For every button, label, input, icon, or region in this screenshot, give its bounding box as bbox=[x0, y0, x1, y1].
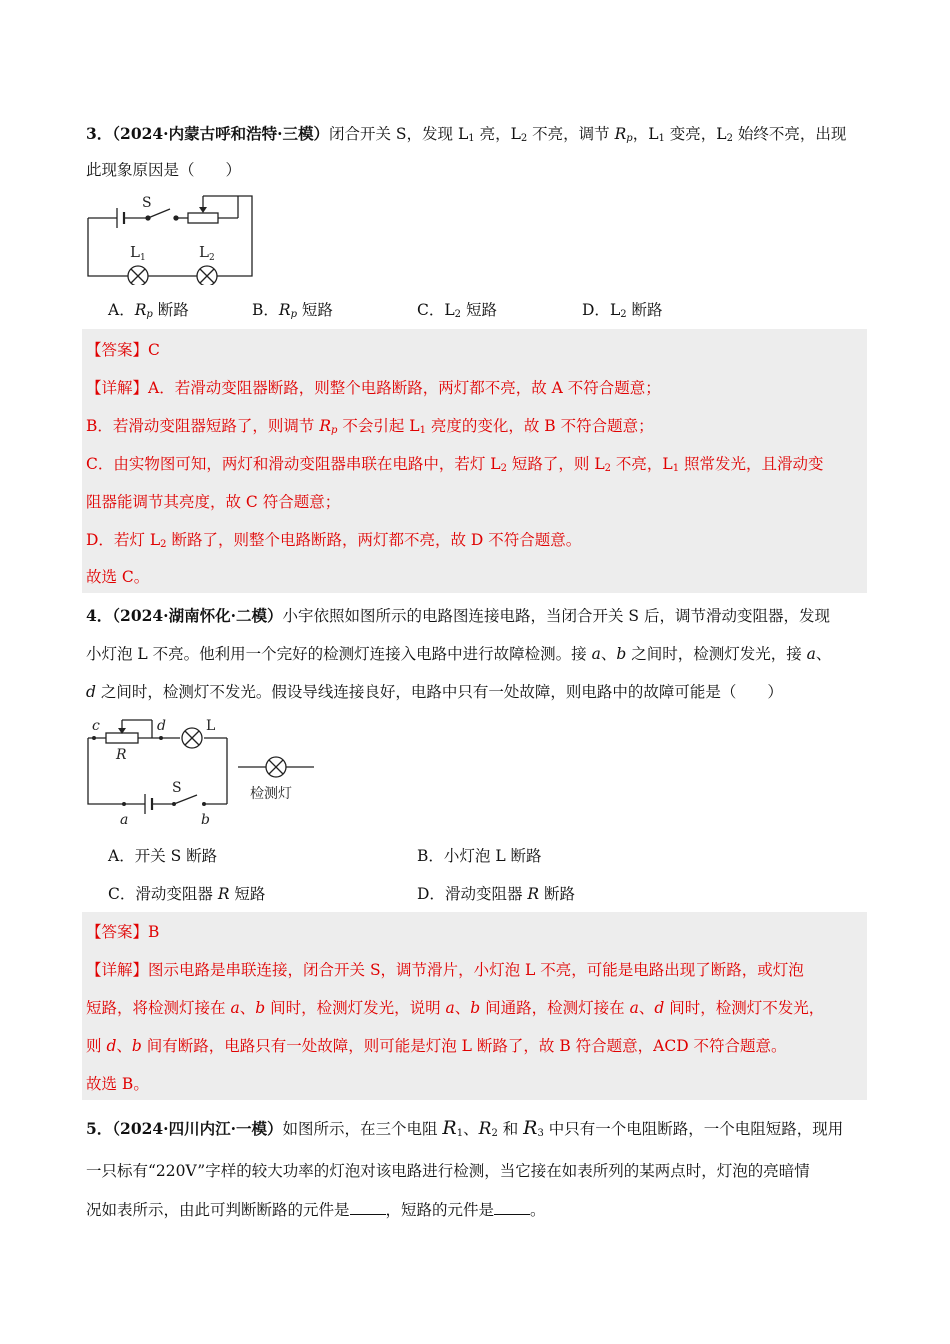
q4-answer bbox=[86, 922, 159, 942]
option-letter: B． bbox=[252, 301, 279, 319]
option-letter: D． bbox=[417, 885, 445, 903]
detail-sub: 2 bbox=[500, 463, 507, 474]
option-letter: C． bbox=[417, 301, 445, 319]
q3-text: 变亮，L bbox=[664, 125, 727, 143]
q4-option-d[interactable] bbox=[417, 884, 575, 904]
option-var: R bbox=[527, 885, 540, 903]
option-letter: A． bbox=[108, 301, 135, 319]
q4-text: 之间时，检测灯发光，接 bbox=[626, 645, 807, 663]
option-letter: A． bbox=[108, 847, 135, 865]
q3-circuit-diagram bbox=[80, 190, 265, 285]
q4-stem-line1 bbox=[86, 606, 830, 626]
q5-source: （2024·四川内江·一模） bbox=[112, 1119, 283, 1138]
option-text: L bbox=[444, 301, 455, 319]
q3-number: 3． bbox=[86, 124, 113, 143]
q4-source: （2024·湖南怀化·二模） bbox=[112, 606, 283, 625]
q4-fig-label-s: S bbox=[172, 780, 182, 796]
q3-sub: p bbox=[626, 133, 633, 144]
detail-sub: p bbox=[331, 425, 338, 436]
detail-label: 【详解】 bbox=[86, 961, 149, 979]
option-letter: B． bbox=[417, 847, 444, 865]
detail-text: A．若滑动变阻器断路，则整个电路断路，两灯都不亮，故 A 不符合题意； bbox=[148, 379, 661, 397]
detail-var: a bbox=[629, 999, 639, 1017]
detail-text: 间时，检测灯不发光， bbox=[664, 999, 825, 1017]
q3-detail-line6: 故选 C。 bbox=[86, 568, 150, 586]
detail-sub: 2 bbox=[604, 463, 611, 474]
option-text: 短路 bbox=[461, 301, 497, 319]
q3-answer bbox=[86, 340, 160, 360]
detail-text: 、 bbox=[239, 999, 256, 1017]
option-var: R bbox=[134, 301, 147, 319]
detail-var: a bbox=[445, 999, 455, 1017]
detail-text: 图示电路是串联连接，闭合开关 S，调节滑片，小灯泡 L 不亮，可能是电路出现了断路，或灯泡 bbox=[148, 961, 804, 979]
q3-sub: 2 bbox=[520, 133, 528, 144]
q5-text: 。 bbox=[530, 1201, 546, 1219]
q4-stem-line2 bbox=[86, 644, 831, 664]
option-sub: p bbox=[290, 309, 297, 320]
q5-text: 和 bbox=[497, 1120, 524, 1138]
q4-fig-label-d: d bbox=[157, 718, 166, 734]
q3-detail-line4: 阻器能调节其亮度，故 C 符合题意； bbox=[86, 493, 341, 511]
q4-stem-line3 bbox=[86, 682, 783, 702]
q4-detail-line2 bbox=[86, 998, 824, 1018]
q5-sub: 1 bbox=[456, 1128, 464, 1139]
detail-sub: 1 bbox=[672, 463, 680, 474]
q4-var: d bbox=[86, 683, 96, 701]
q4-detail-line1 bbox=[86, 960, 804, 980]
q3-stem-line1 bbox=[86, 124, 846, 149]
q4-fig-tester-label: 检测灯 bbox=[250, 786, 292, 802]
q4-detail-line3 bbox=[86, 1036, 787, 1056]
q4-text: 小宇依照如图所示的电路图连接电路，当闭合开关 S 后，调节滑动变阻器，发现 bbox=[282, 607, 830, 625]
q4-option-b[interactable] bbox=[417, 846, 542, 866]
q4-fig-label-b: b bbox=[201, 812, 210, 828]
q3-sub: 1 bbox=[468, 133, 475, 144]
q3-source: （2024·内蒙古呼和浩特·三模） bbox=[112, 124, 329, 143]
q3-sub: 2 bbox=[726, 133, 733, 144]
q5-stem-line2: 一只标有“220V”字样的较大功率的灯泡对该电路进行检测，当它接在如表所列的某两点时，灯泡的亮暗情 bbox=[86, 1162, 810, 1180]
detail-var: b bbox=[131, 1037, 142, 1055]
detail-var: R bbox=[319, 417, 331, 435]
q4-option-a[interactable] bbox=[108, 846, 217, 866]
detail-text: 不亮，L bbox=[611, 455, 673, 473]
q3-text: 亮，L bbox=[474, 125, 521, 143]
detail-text: 间有断路，电路只有一处故障，则可能是灯泡 L 断路了，故 B 符合题意，ACD 不符合题意。 bbox=[141, 1037, 787, 1055]
q3-fig-lamp2-sub: 2 bbox=[209, 253, 215, 263]
answer-value: B bbox=[148, 923, 160, 941]
q3-fig-lamp2-label: L bbox=[199, 243, 209, 261]
option-sub: p bbox=[146, 309, 153, 320]
q3-text: ，L bbox=[632, 125, 659, 143]
q5-var: R bbox=[442, 1117, 457, 1139]
q4-var: a bbox=[591, 645, 601, 663]
detail-var: d bbox=[106, 1037, 117, 1055]
q3-stem-line2: 此现象原因是（ ） bbox=[86, 161, 242, 179]
q3-option-a[interactable] bbox=[108, 300, 189, 325]
detail-text: 间通路，检测灯接在 bbox=[480, 999, 630, 1017]
q4-circuit-diagram bbox=[80, 712, 325, 832]
answer-blank-2[interactable] bbox=[494, 1200, 530, 1215]
option-letter: D． bbox=[582, 301, 610, 319]
detail-var: d bbox=[654, 999, 665, 1017]
option-sub: 2 bbox=[620, 309, 627, 320]
detail-text: D．若灯 L bbox=[86, 531, 161, 549]
detail-text: 间时，检测灯发光，说明 bbox=[265, 999, 446, 1017]
q4-text: 小灯泡 L 不亮。他利用一个完好的检测灯连接入电路中进行故障检测。接 bbox=[86, 645, 592, 663]
detail-label: 【详解】 bbox=[86, 379, 149, 397]
q4-var: a bbox=[806, 645, 816, 663]
detail-text: 断路了，则整个电路断路，两灯都不亮，故 D 不符合题意。 bbox=[166, 531, 582, 549]
q4-number: 4． bbox=[86, 606, 113, 625]
detail-text: 短路，将检测灯接在 bbox=[86, 999, 231, 1017]
detail-text: 、 bbox=[454, 999, 471, 1017]
q5-text: 中只有一个电阻断路，一个电阻短路，现用 bbox=[543, 1120, 844, 1138]
option-var: R bbox=[217, 885, 230, 903]
detail-text: B．若滑动变阻器短路了，则调节 bbox=[86, 417, 320, 435]
q3-fig-lamp1-label: L bbox=[130, 243, 140, 261]
q3-detail-line5 bbox=[86, 530, 581, 555]
detail-text: 、 bbox=[116, 1037, 132, 1055]
option-text: 滑动变阻器 bbox=[444, 885, 528, 903]
q5-text: 如图所示，在三个电阻 bbox=[282, 1120, 443, 1138]
q3-text: 不亮，调节 bbox=[527, 125, 615, 143]
q5-number: 5． bbox=[86, 1119, 113, 1138]
q3-fig-switch-label: S bbox=[142, 195, 152, 211]
q4-fig-label-r: R bbox=[116, 747, 127, 763]
detail-var: a bbox=[230, 999, 240, 1017]
q3-option-d[interactable] bbox=[582, 300, 663, 325]
option-text: 断路 bbox=[539, 885, 575, 903]
detail-sub: 2 bbox=[160, 539, 167, 550]
option-text: 小灯泡 L 断路 bbox=[443, 847, 542, 865]
option-letter: C． bbox=[108, 885, 136, 903]
q5-sub: 2 bbox=[491, 1128, 498, 1139]
q4-fig-label-a: a bbox=[120, 812, 129, 828]
detail-var: b bbox=[470, 999, 481, 1017]
detail-text: C．由实物图可知，两灯和滑动变阻器串联在电路中，若灯 L bbox=[86, 455, 501, 473]
detail-text: 、 bbox=[638, 999, 655, 1017]
option-var: R bbox=[278, 301, 291, 319]
q3-text: 始终不亮，出现 bbox=[732, 125, 847, 143]
answer-blank-1[interactable] bbox=[350, 1200, 386, 1215]
q5-text: ，短路的元件是 bbox=[385, 1201, 495, 1219]
q5-text: 况如表所示，由此可判断断路的元件是 bbox=[86, 1201, 350, 1219]
q3-detail-line2 bbox=[86, 416, 654, 441]
q4-text: 之间时，检测灯不发光。假设导线连接良好，电路中只有一处故障，则电路中的故障可能是（ ） bbox=[95, 683, 783, 701]
option-sub: 2 bbox=[454, 309, 462, 320]
answer-label: 【答案】 bbox=[86, 341, 149, 359]
option-text: 断路 bbox=[152, 301, 189, 319]
q3-sub: 1 bbox=[658, 133, 665, 144]
q3-text: 闭合开关 S，发现 L bbox=[328, 125, 469, 143]
option-text: 短路 bbox=[229, 885, 266, 903]
detail-text: 短路了，则 L bbox=[506, 455, 605, 473]
option-text: 短路 bbox=[296, 301, 333, 319]
q4-detail-line4: 故选 B。 bbox=[86, 1075, 149, 1093]
answer-label: 【答案】 bbox=[86, 923, 149, 941]
detail-text: 则 bbox=[86, 1037, 107, 1055]
detail-sub: 1 bbox=[419, 425, 426, 436]
q4-text: 、 bbox=[600, 645, 617, 663]
q3-option-b[interactable] bbox=[252, 300, 333, 325]
q3-detail-line1 bbox=[86, 378, 661, 398]
q4-var: b bbox=[616, 645, 627, 663]
q3-var: R bbox=[614, 125, 627, 143]
option-text: 滑动变阻器 bbox=[135, 885, 218, 903]
q5-stem-line1 bbox=[86, 1118, 843, 1144]
detail-text: 亮度的变化，故 B 不符合题意； bbox=[425, 417, 654, 435]
q4-option-c[interactable] bbox=[108, 884, 265, 904]
q4-fig-label-l: L bbox=[206, 718, 216, 734]
q5-sub: 3 bbox=[537, 1128, 544, 1139]
q5-var: R bbox=[523, 1117, 538, 1139]
q4-text: 、 bbox=[815, 645, 832, 663]
option-text: 开关 S 断路 bbox=[134, 847, 218, 865]
q3-fig-lamp1-sub: 1 bbox=[140, 253, 146, 263]
answer-value: C bbox=[148, 341, 160, 359]
slider-arrow-icon bbox=[199, 207, 207, 213]
q5-text: 、 bbox=[463, 1120, 479, 1138]
option-text: L bbox=[609, 301, 621, 319]
detail-text: 不会引起 L bbox=[337, 417, 420, 435]
q3-option-c[interactable] bbox=[417, 300, 497, 325]
q5-var: R bbox=[478, 1119, 492, 1139]
q4-fig-label-c: c bbox=[92, 718, 100, 734]
q5-stem-line3 bbox=[86, 1200, 546, 1220]
option-text: 断路 bbox=[626, 301, 663, 319]
detail-text: 照常发光，且滑动变 bbox=[679, 455, 824, 473]
q3-detail-line3 bbox=[86, 454, 824, 479]
detail-var: b bbox=[255, 999, 266, 1017]
